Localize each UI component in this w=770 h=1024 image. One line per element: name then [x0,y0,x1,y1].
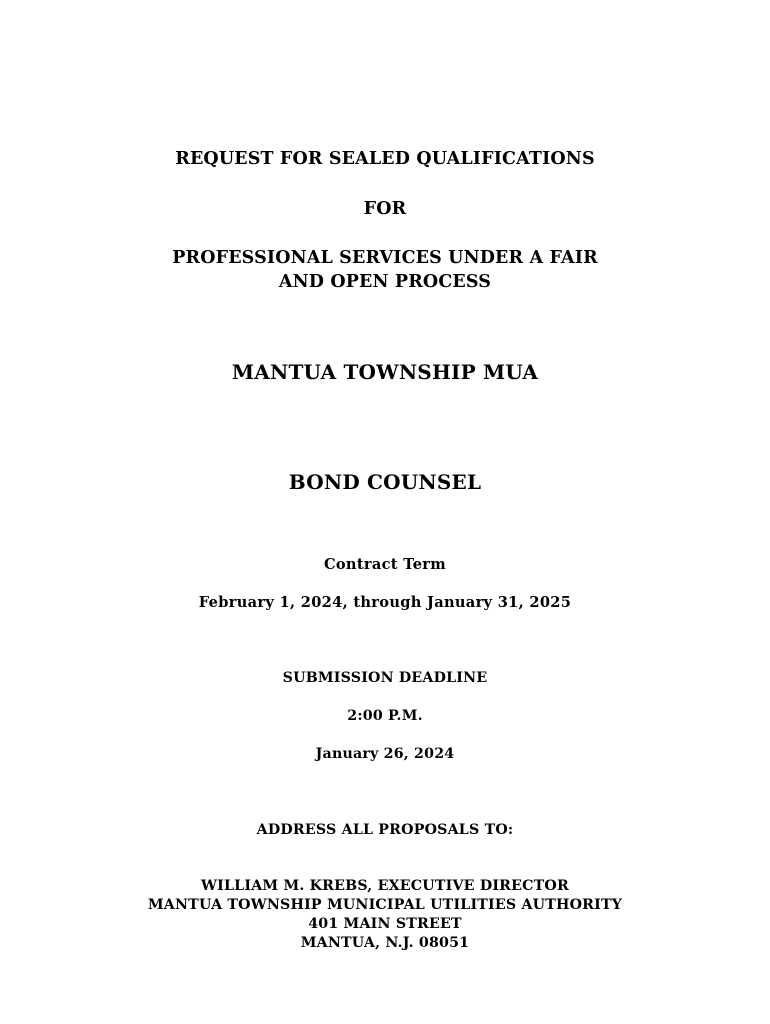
organization-name: MANTUA TOWNSHIP MUA [231,360,539,384]
address-label: ADDRESS ALL PROPOSALS TO: [256,822,514,838]
title-line-3: PROFESSIONAL SERVICES UNDER A FAIR [172,248,598,268]
address-line: 401 MAIN STREET [308,916,462,932]
title-line-2: FOR [363,199,407,219]
address-line: MANTUA TOWNSHIP MUNICIPAL UTILITIES AUTHORITY [147,897,623,913]
contract-term-dates: February 1, 2024, through January 31, 2025 [198,594,572,611]
submission-deadline-label: SUBMISSION DEADLINE [282,670,488,686]
service-title: BOND COUNSEL [288,470,482,494]
address-line: WILLIAM M. KREBS, EXECUTIVE DIRECTOR [201,878,569,894]
title-line-4: AND OPEN PROCESS [278,272,492,292]
submission-deadline-time: 2:00 P.M. [347,708,423,724]
address-line: MANTUA, N.J. 08051 [300,935,470,951]
contract-term-label: Contract Term [323,556,447,573]
submission-deadline-date: January 26, 2024 [315,746,455,762]
title-line-1: REQUEST FOR SEALED QUALIFICATIONS [175,149,595,169]
